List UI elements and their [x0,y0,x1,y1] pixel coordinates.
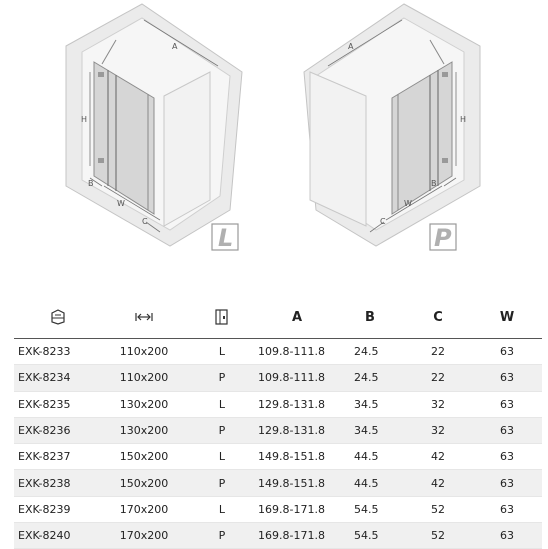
table-row [14,470,542,496]
cell-size: 150x200 [102,444,186,470]
cell-b: 54.5 [336,496,404,522]
cell-size: 110x200 [102,339,186,365]
cell-b: 54.5 [336,523,404,549]
hinge [98,158,104,163]
right-wall-pillar [164,72,210,226]
cell-a: 169.8-171.8 [258,523,336,549]
cell-b: 44.5 [336,470,404,496]
cell-b: 34.5 [336,417,404,443]
cell-c: 42 [404,444,472,470]
cell-b: 24.5 [336,339,404,365]
cell-size: 110x200 [102,365,186,391]
cell-code: EXK-8234 [14,365,102,391]
table-row [14,339,542,365]
table-row [14,444,542,470]
cell-w: 63 [472,470,542,496]
table-row [14,496,542,522]
cell-w: 63 [472,496,542,522]
dim-label-h: H [460,115,467,124]
cell-code: EXK-8239 [14,496,102,522]
specification-table [14,296,542,549]
cell-side: L [186,339,258,365]
cell-code: EXK-8236 [14,417,102,443]
cell-a: 109.8-111.8 [258,339,336,365]
header-product-code [14,296,102,339]
variant-badge: P [434,224,452,252]
cell-a: 149.8-151.8 [258,470,336,496]
cell-a: 129.8-131.8 [258,391,336,417]
cell-code: EXK-8238 [14,470,102,496]
dim-label-c: C [380,217,386,226]
cell-b: 34.5 [336,391,404,417]
cell-w: 63 [472,391,542,417]
cell-side: P [186,365,258,391]
cell-side: P [186,470,258,496]
right-diagram [286,0,486,262]
table-row [14,365,542,391]
header-a: A [258,296,336,339]
cell-c: 22 [404,339,472,365]
cell-side: L [186,496,258,522]
cell-code: EXK-8240 [14,523,102,549]
cell-code: EXK-8233 [14,339,102,365]
header-side [186,296,258,339]
cell-size: 170x200 [102,496,186,522]
cell-w: 63 [472,339,542,365]
dim-label-w: W [117,199,125,208]
cell-side: L [186,444,258,470]
cell-size: 130x200 [102,417,186,443]
variant-badge: L [218,224,234,252]
hinge [442,158,448,163]
cell-a: 169.8-171.8 [258,496,336,522]
cell-side: P [186,417,258,443]
cell-a: 109.8-111.8 [258,365,336,391]
table-header-row [14,296,542,339]
table-row [14,523,542,549]
product-code-icon [49,309,67,325]
dim-label-b: B [431,179,437,188]
cell-c: 42 [404,470,472,496]
dim-label-w: W [404,199,412,208]
cell-side: P [186,523,258,549]
cell-size: 130x200 [102,391,186,417]
cell-w: 63 [472,444,542,470]
cell-c: 32 [404,417,472,443]
header-c: C [404,296,472,339]
cell-w: 63 [472,417,542,443]
cell-b: 24.5 [336,365,404,391]
dim-label-c: C [142,217,148,226]
header-size [102,296,186,339]
hinge [98,72,104,77]
cell-size: 170x200 [102,523,186,549]
cell-w: 63 [472,523,542,549]
cell-c: 32 [404,391,472,417]
cell-c: 52 [404,523,472,549]
door-hinge-icon [215,309,229,325]
header-w: W [472,296,542,339]
installation-diagrams [0,0,548,270]
cell-a: 129.8-131.8 [258,417,336,443]
size-arrows-icon [135,312,153,322]
left-diagram [60,0,260,262]
hinge [442,72,448,77]
cell-c: 52 [404,496,472,522]
cell-c: 22 [404,365,472,391]
header-b: B [336,296,404,339]
table-row [14,391,542,417]
cell-a: 149.8-151.8 [258,444,336,470]
cell-w: 63 [472,365,542,391]
dim-label-h: H [81,115,88,124]
cell-b: 44.5 [336,444,404,470]
dim-label-a: A [172,42,178,51]
dim-label-a: A [348,42,354,51]
cell-side: L [186,391,258,417]
dim-label-b: B [88,179,94,188]
table-row [14,417,542,443]
cell-code: EXK-8237 [14,444,102,470]
cell-size: 150x200 [102,470,186,496]
cell-code: EXK-8235 [14,391,102,417]
left-wall-pillar [310,72,366,226]
